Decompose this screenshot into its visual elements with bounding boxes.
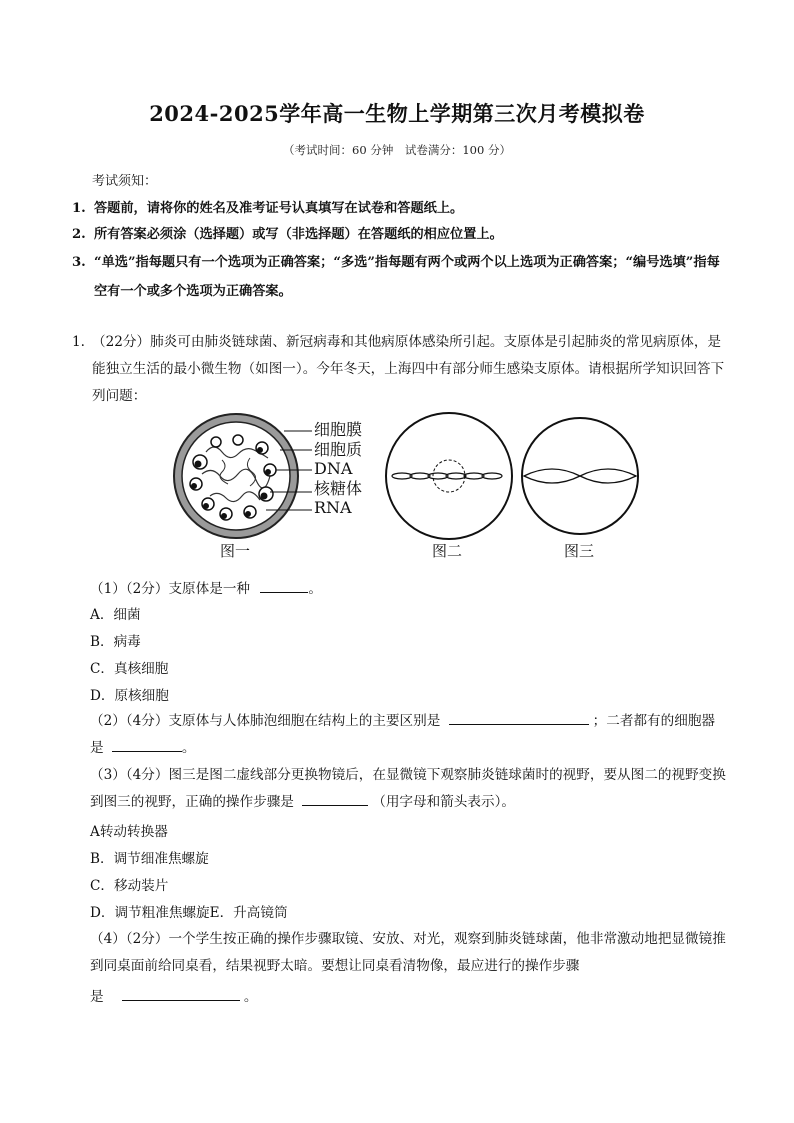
figure1-labels (314, 420, 362, 518)
sub-question-2 (90, 708, 726, 762)
sub-question-text-end: （用字母和箭头表示）。 (372, 794, 515, 810)
notice-heading: 考试须知： (92, 174, 158, 189)
microscope-view-low-power (386, 413, 512, 539)
sub-question-1 (90, 578, 322, 599)
notice-item-number: 3. (72, 255, 86, 270)
option-c: C．真核细胞 (90, 661, 169, 677)
figure-caption-2: 图二 (432, 542, 463, 560)
notice-list (72, 196, 732, 306)
answer-blank[interactable] (302, 791, 368, 806)
sub-question-text: （2）（4分）支原体与人体肺泡细胞在结构上的主要区别是 (90, 713, 441, 729)
sub-question-4 (90, 926, 726, 980)
notice-item (72, 222, 732, 248)
notice-item-text: 所有答案必须涂（选择题）或写（非选择题）在答题纸的相应位置上。 (94, 227, 503, 242)
figure-caption-1: 图一 (220, 542, 251, 560)
sub-question-text: ；二者都有的细胞器是 (90, 713, 716, 756)
sub-question-text: （4）（2分）一个学生按正确的操作步骤取镜、安放、对光，观察到肺炎链球菌，他非常激动地把显微镜推到同桌面前给同桌看，结果视野太暗。要想让同桌看清物像，最应进行的操作步骤 (90, 931, 726, 974)
exam-subtitle: （考试时间：60 分钟 试卷满分：100 分） (283, 143, 511, 157)
answer-blank[interactable] (260, 578, 308, 593)
option-b: B．病毒 (90, 634, 141, 650)
option-d: D．原核细胞 (90, 688, 169, 704)
sub-question-text-end: 。 (181, 740, 196, 756)
question-number: 1. (72, 334, 85, 350)
sub-question-4-answer-line (90, 986, 258, 1007)
sub-question-text: 是 (90, 989, 104, 1005)
question-1-stem (72, 329, 732, 410)
microscope-view-high-power (522, 418, 638, 534)
sub-question-text-end: 。 (243, 989, 258, 1005)
figure-row (166, 412, 646, 566)
option-c: C．移动装片 (90, 878, 169, 894)
label-dna: DNA (314, 459, 353, 478)
answer-blank[interactable] (122, 986, 240, 1001)
figures-svg (166, 412, 646, 542)
sub-question-text: （1）（2分）支原体是一种 (90, 581, 251, 597)
notice-item (72, 196, 732, 222)
label-rna: RNA (314, 498, 352, 517)
label-cytoplasm: 细胞质 (314, 439, 363, 459)
figure-caption-3: 图三 (564, 542, 595, 560)
option-d-e: D．调节粗准焦螺旋E．升高镜筒 (90, 905, 288, 921)
sub-question-text: （3）（4分）图三是图二虚线部分更换物镜后，在显微镜下观察肺炎链球菌时的视野，要从图二的视野变换到图三的视野，正确的操作步骤是 (90, 767, 726, 810)
answer-blank[interactable] (112, 737, 182, 752)
sub-question-3 (90, 762, 726, 816)
option-b: B．调节细准焦螺旋 (90, 851, 209, 867)
notice-item-number: 2. (72, 227, 86, 242)
notice-item-number: 1. (72, 201, 86, 216)
question-text: （22分）肺炎可由肺炎链球菌、新冠病毒和其他病原体感染所引起。支原体是引起肺炎的常见病原体，是能独立生活的最小微生物（如图一）。今年冬天，上海四中有部分师生感染支原体。请根据所学知识回答下列问题： (92, 334, 725, 404)
label-cell-membrane: 细胞膜 (314, 420, 363, 439)
exam-title: 2024-2025学年高一生物上学期第三次月考模拟卷 (149, 101, 645, 126)
sub-question-text-end: 。 (308, 581, 322, 597)
option-a: A转动转换器 (90, 824, 168, 840)
notice-item-text: “单选”指每题只有一个选项为正确答案；“多选”指每题有两个或两个以上选项为正确答案；“编号选填”指每空有一个或多个选项为正确答案。 (94, 255, 720, 299)
mycoplasma-cell-diagram (174, 414, 312, 538)
label-ribosome: 核糖体 (314, 478, 363, 498)
notice-item (72, 248, 732, 306)
notice-item-text: 答题前，请将你的姓名及准考证号认真填写在试卷和答题纸上。 (94, 201, 464, 216)
option-a: A．细菌 (90, 607, 141, 623)
answer-blank[interactable] (449, 710, 589, 725)
